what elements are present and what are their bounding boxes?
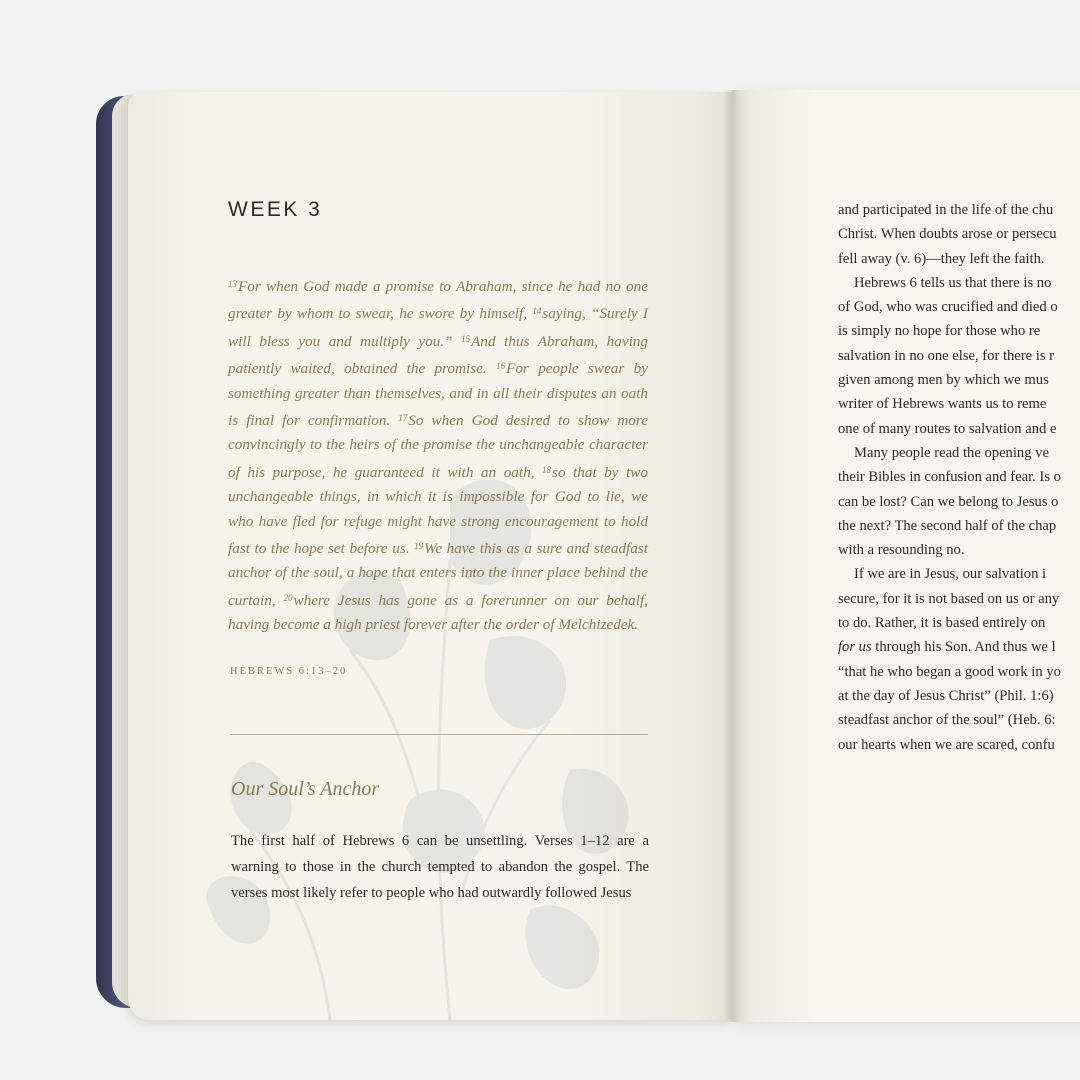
right-page-line — [838, 611, 1080, 635]
section-divider — [230, 734, 648, 735]
verse-number: 19 — [414, 541, 424, 552]
devotional-body-text: The first half of Hebrews 6 can be unsettling. Verses 1–12 are a warning to those in the church tempted to abandon the gospel. The verses most likely refer to people who had outwardly followed Jesus — [231, 833, 649, 901]
italic-phrase: for us — [838, 639, 872, 656]
verse-text: And thus Abraham, having patiently waited, obtained the promise. — [228, 332, 648, 378]
right-page-line — [838, 490, 1080, 514]
line-text: is simply no hope for those who re — [838, 323, 1041, 340]
right-page-line — [838, 222, 1080, 246]
verse-number: 14 — [532, 306, 542, 317]
line-text: can be lost? Can we belong to Jesus o — [838, 493, 1059, 510]
line-text: given among men by which we mus — [838, 372, 1049, 389]
line-text: our hearts when we are scared, confu — [838, 736, 1055, 753]
line-text: secure, for it is not based on us or any — [838, 590, 1060, 607]
right-page-line — [838, 319, 1080, 343]
line-text: through his Son. And thus we l — [871, 639, 1056, 656]
verse-text: saying, “Surely I will bless you and multiply you.” — [228, 305, 648, 350]
right-page-line — [838, 198, 1080, 222]
line-text: the next? The second half of the chap — [838, 517, 1057, 534]
verse-number: 17 — [398, 413, 408, 424]
verse-number: 18 — [542, 464, 552, 475]
right-page-line — [838, 344, 1080, 368]
verse-number: 13 — [228, 279, 237, 289]
right-page-line — [838, 562, 1080, 586]
verse-text: For people swear by something greater than themselves, and in all their disputes an oath is final for confirmation. — [228, 360, 648, 430]
verse-number: 16 — [496, 361, 506, 372]
right-page-line — [838, 271, 1080, 295]
right-page-line — [838, 295, 1080, 319]
right-page-line — [838, 417, 1080, 441]
scripture-passage — [228, 272, 648, 638]
line-text: of God, who was crucified and died o — [838, 299, 1058, 316]
line-text: at the day of Jesus Christ” (Phil. 1:6) — [838, 687, 1054, 704]
verse-text: So when God desired to show more convincingly to the heirs of the promise the unchangeable character of his purpose, he guaranteed it with an oath, — [228, 412, 648, 481]
line-text: Hebrews 6 tells us that there is no — [854, 274, 1052, 291]
right-page-line — [838, 368, 1080, 392]
section-title: Our Soul’s Anchor — [231, 778, 380, 800]
right-page-line — [838, 441, 1080, 465]
line-text: one of many routes to salvation and e — [838, 420, 1057, 437]
bleed-through-text — [840, 640, 1080, 930]
verse-number: 20 — [283, 592, 293, 603]
line-text: steadfast anchor of the soul” (Heb. 6: — [838, 712, 1056, 729]
right-page-line — [838, 538, 1080, 562]
right-page-line — [838, 247, 1080, 271]
line-text: “that he who began a good work in yo — [838, 663, 1061, 680]
line-text: their Bibles in confusion and fear. Is o — [838, 469, 1061, 486]
line-text: and participated in the life of the chu — [838, 202, 1054, 218]
right-page-line — [838, 465, 1080, 489]
verse-text: We have this as a sure and steadfast anchor of the soul, a hope that enters into the inner place behind the curtain, — [228, 540, 648, 609]
right-page-line — [838, 587, 1080, 611]
line-text: to do. Rather, it is based entirely on — [838, 615, 1046, 632]
verse-text: where Jesus has gone as a forerunner on our behalf, having become a high priest forever after the order of Melchizedek. — [228, 591, 648, 634]
verse-number: 15 — [461, 333, 471, 344]
line-text: fell away (v. 6)—they left the faith. — [838, 250, 1045, 267]
line-text: Christ. When doubts arose or persecu — [838, 226, 1057, 243]
line-text: Many people read the opening ve — [854, 444, 1049, 461]
verse-text: so that by two unchangeable things, in which it is impossible for God to lie, we who have fled for refuge might have strong encouragement to hold fast to the hope set before us. — [228, 463, 648, 558]
verse-text: For when God made a promise to Abraham, since he had no one greater by whom to swear, he swore by himself, — [228, 278, 648, 323]
line-text: writer of Hebrews wants us to reme — [838, 396, 1047, 413]
right-page-line — [838, 514, 1080, 538]
right-page-line — [838, 392, 1080, 416]
line-text: with a resounding no. — [838, 542, 965, 559]
scripture-reference: HEBREWS 6:13–20 — [230, 666, 348, 677]
week-heading: WEEK 3 — [228, 198, 323, 221]
line-text: If we are in Jesus, our salvation i — [854, 566, 1047, 583]
line-text: salvation in no one else, for there is r — [838, 347, 1055, 364]
